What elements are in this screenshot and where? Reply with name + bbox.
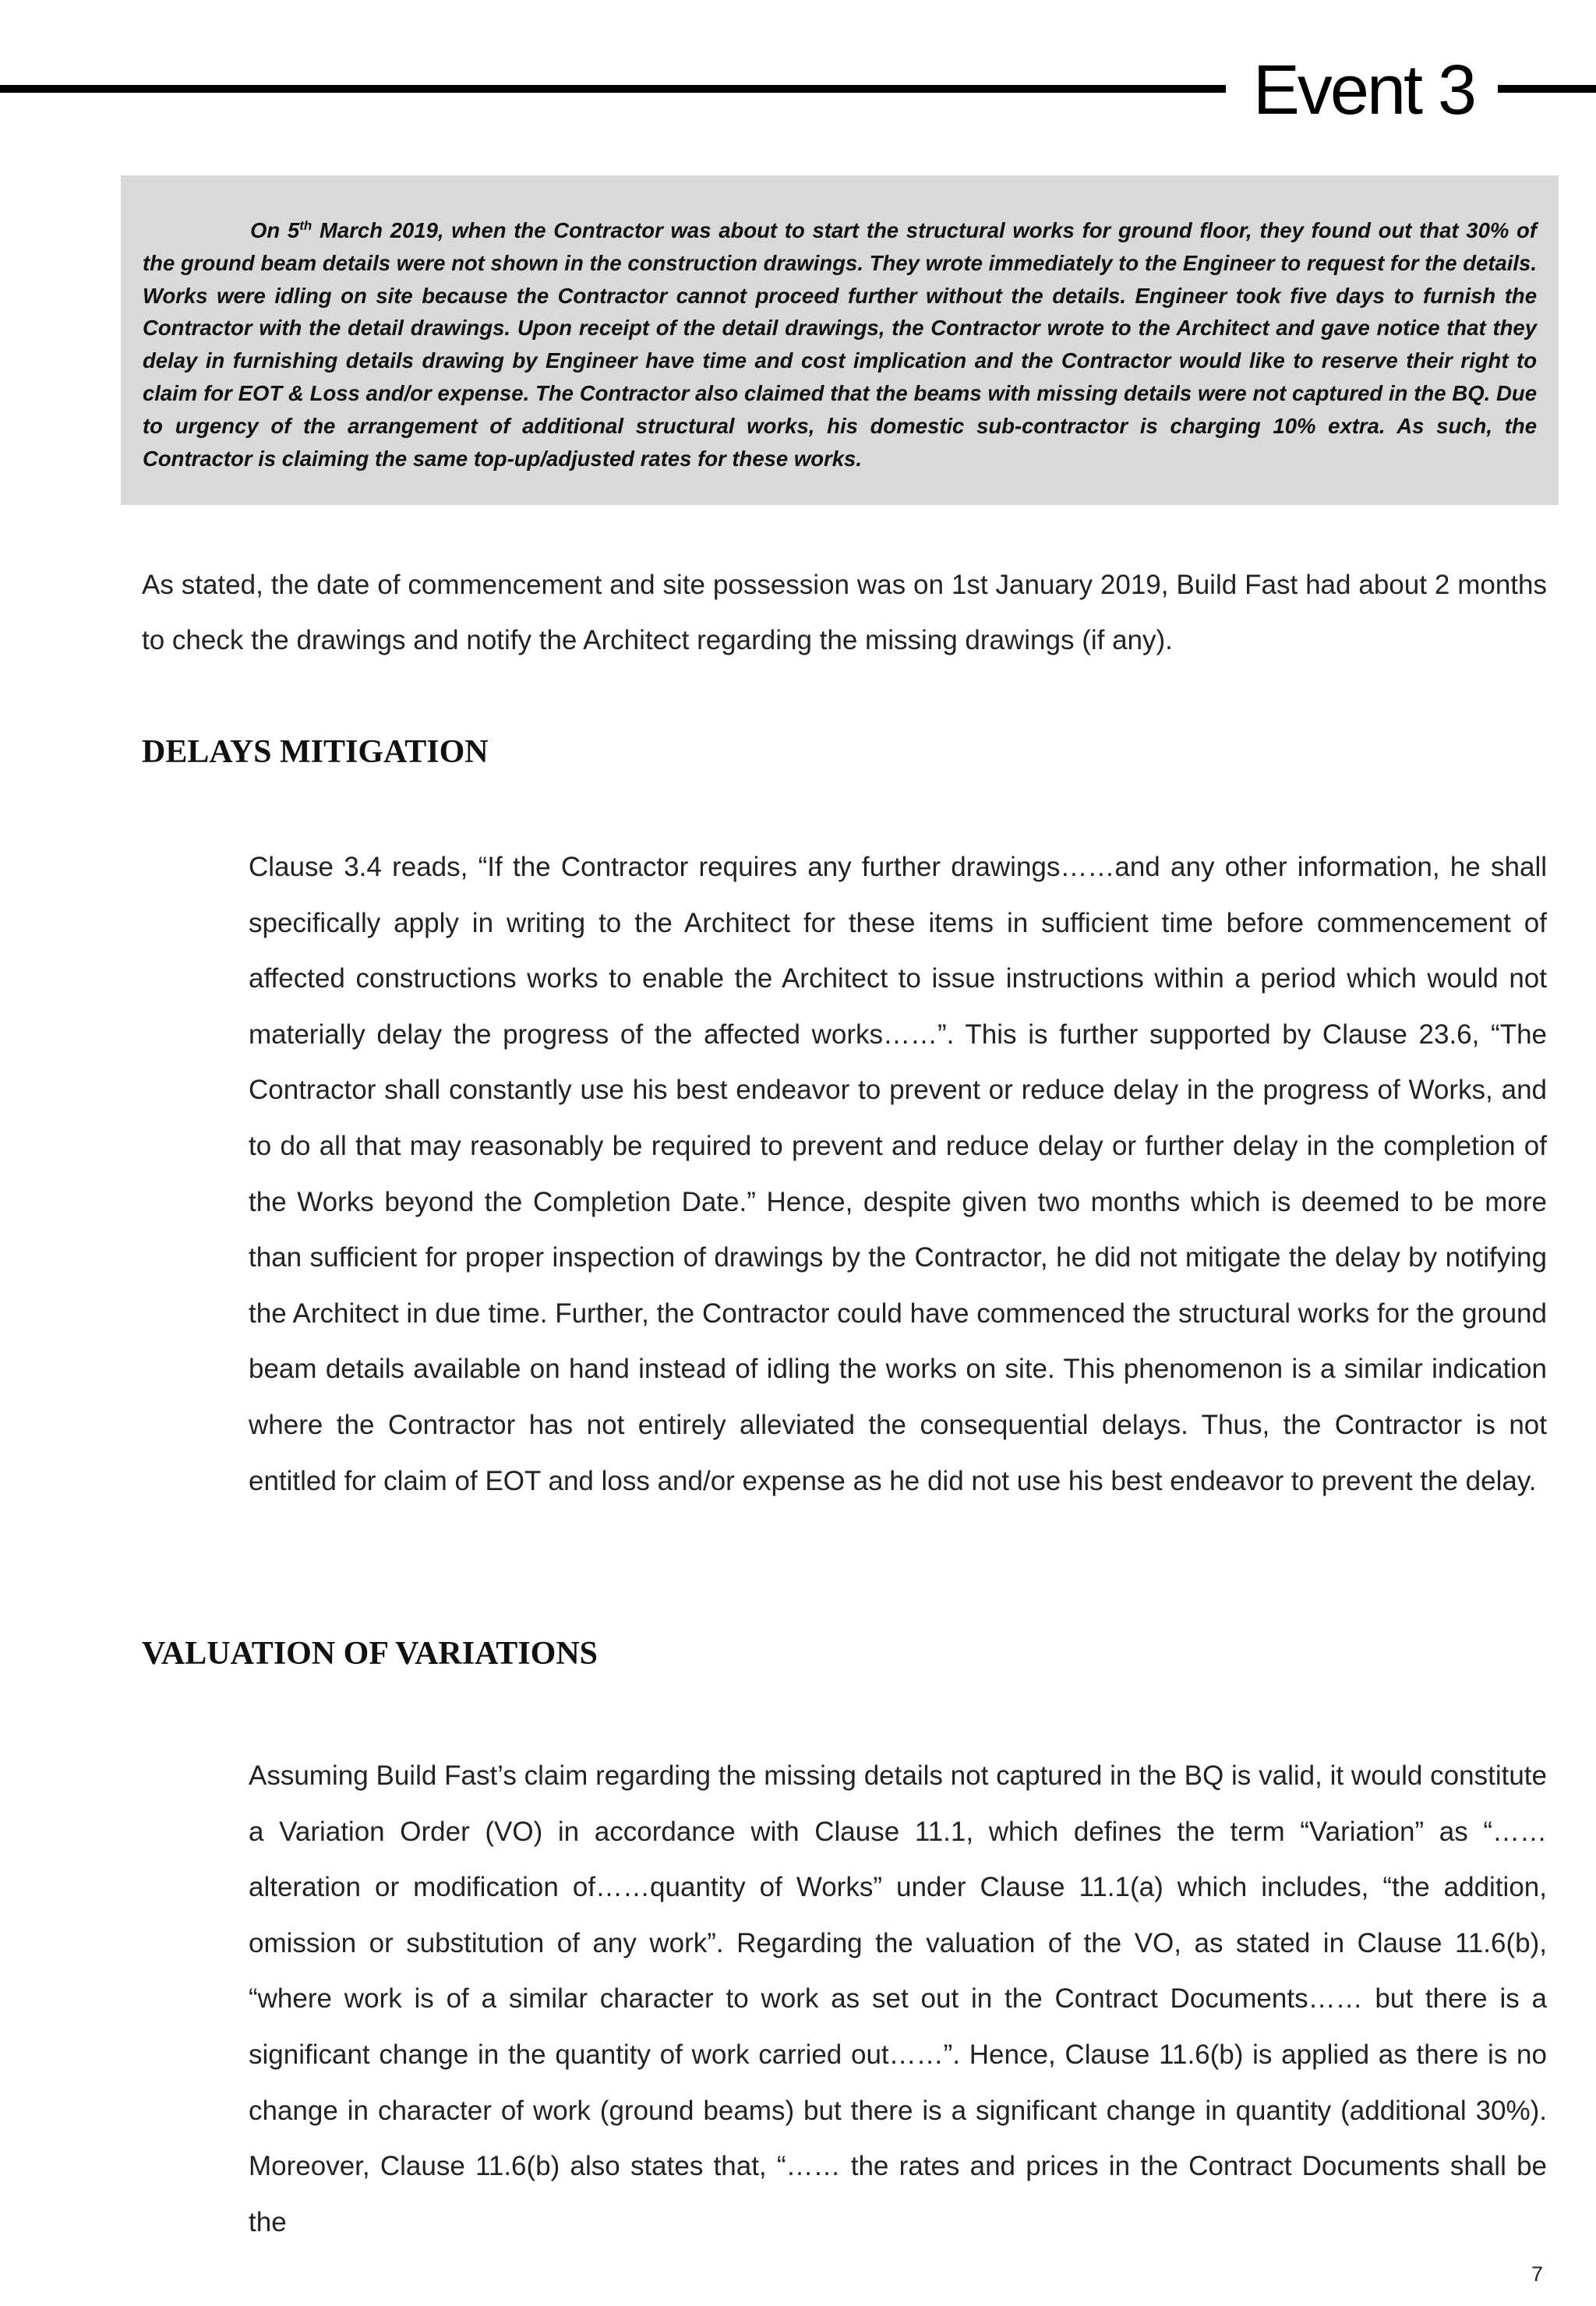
header-rule-right bbox=[1498, 85, 1596, 93]
header-rule-left bbox=[0, 85, 1226, 93]
scenario-box bbox=[121, 175, 1559, 505]
intro-paragraph: As stated, the date of commencement and site possession was on 1st January 2019, Build Fast had about 2 months to check the drawings and notify the Architect regarding the missing drawings (if any). bbox=[142, 570, 1547, 655]
scenario-text-rest: March 2019, when the Contractor was about to start the structural works for ground floor, they found out that 30% of the ground beam details were not shown in the construction drawings. They wrote immediately to the Engineer to request for the details. Works were idling on site because the Contractor cannot proceed further without the details. Engineer took five days to furnish the Contractor with the detail drawings. Upon receipt of the detail drawings, the Contractor wrote to the Architect and gave notice that they delay in furnishing details drawing by Engineer have time and cost implication and the Contractor would like to reserve their right to claim for EOT & Loss and/or expense. The Contractor also claimed that the beams with missing details were not captured in the BQ. Due to urgency of the arrangement of additional structural works, his domestic sub-contractor is charging 10% extra. As such, the Contractor is claiming the same top-up/adjusted rates for these works. bbox=[143, 218, 1537, 471]
page-header-title: Event 3 bbox=[1252, 51, 1475, 129]
ordinal-superscript: th bbox=[299, 217, 312, 233]
scenario-text-start: On 5 bbox=[250, 218, 300, 242]
section-body-delays-mitigation: Clause 3.4 reads, “If the Contractor requires any further drawings……and any other information, he shall specifically apply in writing to the Architect for these items in sufficient time before commencement of affected constructions works to enable the Architect to issue instructions within a period which would not materially delay the progress of the affected works……”. This is further supported by Clause 23.6, “The Contractor shall constantly use his best endeavor to prevent or reduce delay in the progress of Works, and to do all that may reasonably be required to prevent and reduce delay or further delay in the completion of the Works beyond the Completion Date.” Hence, despite given two months which is deemed to be more than sufficient for proper inspection of drawings by the Contractor, he did not mitigate the delay by notifying the Architect in due time. Further, the Contractor could have commenced the structural works for the ground beam details available on hand instead of idling the works on site. This phenomenon is a similar indication where the Contractor has not entirely alleviated the consequential delays. Thus, the Contractor is not entitled for claim of EOT and loss and/or expense as he did not use his best endeavor to prevent the delay. bbox=[249, 852, 1547, 1496]
section-body-valuation-of-variations: Assuming Build Fast’s claim regarding the missing details not captured in the BQ is valid, it would constitute a Variation Order (VO) in accordance with Clause 11.1, which defines the term “Variation” as “…… alteration or modification of……quantity of Works” under Clause 11.1(a) which includes, “the addition, omission or substitution of any work”. Regarding the valuation of the VO, as stated in Clause 11.6(b), “where work is of a similar character to work as set out in the Contract Documents…… but there is a significant change in the quantity of work carried out……”. Hence, Clause 11.6(b) is applied as there is no change in character of work (ground beams) but there is a significant change in quantity (additional 30%). Moreover, Clause 11.6(b) also states that, “…… the rates and prices in the Contract Documents shall be the bbox=[249, 1760, 1547, 2237]
page-number: 7 bbox=[1531, 2262, 1543, 2286]
section-heading-delays-mitigation: DELAYS MITIGATION bbox=[142, 734, 489, 770]
section-heading-valuation-of-variations: VALUATION OF VARIATIONS bbox=[142, 1636, 598, 1672]
scenario-text bbox=[143, 214, 1537, 475]
